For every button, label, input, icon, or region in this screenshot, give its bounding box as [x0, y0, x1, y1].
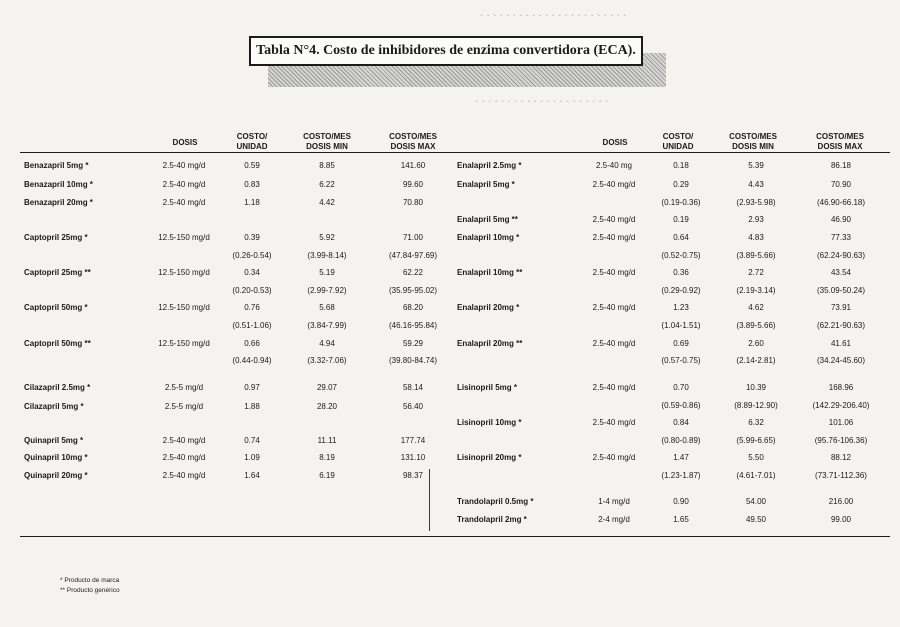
- cost-unit-cell: (0.57-0.75): [661, 356, 701, 365]
- cost-min-cell: 11.11: [317, 436, 337, 445]
- bottom-rule: [20, 536, 890, 537]
- drug-name: Quinapril 20mg *: [24, 471, 88, 480]
- cost-unit-cell: 0.83: [244, 180, 260, 189]
- drug-name: Quinapril 5mg *: [24, 436, 84, 445]
- cost-min-cell: 6.32: [748, 418, 764, 427]
- cost-unit-cell: 1.64: [244, 471, 260, 480]
- drug-name: Enalapril 20mg *: [457, 303, 520, 312]
- cost-max-cell: 141.60: [400, 161, 426, 170]
- drug-name: Trandolapril 2mg *: [457, 515, 527, 524]
- cost-unit-cell: 0.36: [673, 268, 689, 277]
- drug-name: Enalapril 10mg **: [457, 268, 523, 277]
- cost-min-cell: (3.89-5.66): [736, 321, 776, 330]
- cost-unit-cell: 0.34: [244, 268, 260, 277]
- cost-max-cell: (142.29-206.40): [812, 401, 870, 410]
- header-costo-unidad-left: COSTO/ UNIDAD: [236, 132, 268, 151]
- cost-min-cell: (2.19-3.14): [736, 286, 776, 295]
- cost-min-cell: (2.93-5.98): [736, 198, 776, 207]
- cost-unit-cell: (0.19-0.36): [661, 198, 701, 207]
- dose-cell: 12.5-150 mg/d: [158, 303, 210, 312]
- cost-max-cell: 131.10: [400, 453, 426, 462]
- drug-name: Enalapril 5mg **: [457, 215, 518, 224]
- cost-max-cell: 68.20: [402, 303, 424, 312]
- cost-unit-cell: (0.51-1.06): [232, 321, 272, 330]
- drug-name: Trandolapril 0.5mg *: [457, 497, 534, 506]
- drug-name: Enalapril 5mg *: [457, 180, 515, 189]
- cost-max-cell: (95.76-106.36): [814, 436, 868, 445]
- cost-max-cell: 99.60: [402, 180, 424, 189]
- cost-unit-cell: 0.29: [673, 180, 689, 189]
- bleed-through-text: . . . . . . . . . . . . . . . . . . . . .: [475, 90, 609, 105]
- cost-min-cell: 28.20: [316, 402, 338, 411]
- drug-name: Enalapril 10mg *: [457, 233, 520, 242]
- cost-min-cell: 2.93: [748, 215, 764, 224]
- dose-cell: 2.5-40 mg/d: [592, 303, 636, 312]
- cost-max-cell: 86.18: [830, 161, 852, 170]
- footnote-brand: * Producto de marca: [60, 577, 120, 584]
- drug-name: Captopril 50mg **: [24, 339, 91, 348]
- drug-name: Benazapril 20mg *: [24, 198, 93, 207]
- cost-max-cell: 77.33: [830, 233, 852, 242]
- header-costo-max-right: COSTO/MES DOSIS MAX: [816, 132, 864, 151]
- dose-cell: 2.5-5 mg/d: [164, 402, 204, 411]
- drug-name: Benazapril 5mg *: [24, 161, 89, 170]
- dose-cell: 12.5-150 mg/d: [158, 339, 210, 348]
- cost-unit-cell: (0.20-0.53): [232, 286, 272, 295]
- cost-min-cell: (4.61-7.01): [736, 471, 776, 480]
- dose-cell: 2.5-40 mg/d: [592, 268, 636, 277]
- drug-name: Lisinopril 20mg *: [457, 453, 522, 462]
- drug-name: Lisinopril 10mg *: [457, 418, 522, 427]
- cost-unit-cell: 0.69: [673, 339, 689, 348]
- dose-cell: 2.5-40 mg/d: [592, 180, 636, 189]
- cost-min-cell: 4.62: [748, 303, 764, 312]
- cost-max-cell: (35.09-50.24): [816, 286, 866, 295]
- cost-min-cell: (3.32-7.06): [307, 356, 347, 365]
- cost-min-cell: 4.42: [319, 198, 335, 207]
- cost-unit-cell: (0.80-0.89): [661, 436, 701, 445]
- cost-max-cell: (34.24-45.60): [816, 356, 866, 365]
- table-title: Tabla N°4. Costo de inhibidores de enzima convertidora (ECA).: [249, 36, 643, 66]
- cost-unit-cell: (0.26-0.54): [232, 251, 272, 260]
- cost-min-cell: 6.22: [319, 180, 335, 189]
- dose-cell: 2.5-40 mg: [595, 161, 633, 170]
- cost-min-cell: 54.00: [745, 497, 767, 506]
- header-dosis-right: DOSIS: [602, 138, 628, 147]
- cost-min-cell: 4.94: [319, 339, 335, 348]
- cost-min-cell: 10.39: [745, 383, 767, 392]
- cost-unit-cell: 0.59: [244, 161, 260, 170]
- dose-cell: 12.5-150 mg/d: [158, 268, 210, 277]
- header-costo-min-left: COSTO/MES DOSIS MIN: [303, 132, 351, 151]
- drug-name: Captopril 25mg **: [24, 268, 91, 277]
- cost-unit-cell: 0.19: [673, 215, 689, 224]
- dose-cell: 2.5-40 mg/d: [162, 436, 206, 445]
- drug-name: Benazapril 10mg *: [24, 180, 93, 189]
- dose-cell: 2.5-40 mg/d: [592, 233, 636, 242]
- cost-min-cell: 8.19: [319, 453, 335, 462]
- cost-unit-cell: 1.09: [244, 453, 260, 462]
- cost-max-cell: 88.12: [830, 453, 852, 462]
- cost-unit-cell: 0.39: [244, 233, 260, 242]
- cost-max-cell: 56.40: [402, 402, 424, 411]
- cost-max-cell: 98.37: [402, 471, 424, 480]
- cost-unit-cell: 0.97: [244, 383, 260, 392]
- cost-min-cell: (3.99-8.14): [307, 251, 347, 260]
- drug-name: Enalapril 2.5mg *: [457, 161, 522, 170]
- bleed-through-text: . . . . . . . . . . . . . . . . . . . . . . .: [480, 4, 627, 19]
- cost-max-cell: 41.61: [830, 339, 852, 348]
- cost-unit-cell: 0.66: [244, 339, 260, 348]
- drug-name: Quinapril 10mg *: [24, 453, 88, 462]
- cost-unit-cell: 0.84: [673, 418, 689, 427]
- dose-cell: 2.5-40 mg/d: [592, 339, 636, 348]
- cost-min-cell: 5.50: [748, 453, 764, 462]
- cost-max-cell: 70.90: [830, 180, 852, 189]
- header-costo-max-left: COSTO/MES DOSIS MAX: [389, 132, 437, 151]
- dose-cell: 2.5-40 mg/d: [592, 383, 636, 392]
- cost-min-cell: 5.19: [319, 268, 335, 277]
- dose-cell: 2.5-40 mg/d: [592, 453, 636, 462]
- footnote-generic: ** Producto genérico: [60, 587, 120, 594]
- cost-unit-cell: 1.23: [673, 303, 689, 312]
- cost-unit-cell: 1.18: [244, 198, 260, 207]
- cost-unit-cell: 0.70: [673, 383, 689, 392]
- cost-min-cell: 2.60: [748, 339, 764, 348]
- cost-max-cell: 168.96: [828, 383, 854, 392]
- cost-max-cell: 58.14: [402, 383, 424, 392]
- cost-min-cell: 4.43: [748, 180, 764, 189]
- cost-min-cell: (3.84-7.99): [307, 321, 347, 330]
- cost-min-cell: 5.92: [319, 233, 335, 242]
- cost-max-cell: (62.21-90.63): [816, 321, 866, 330]
- dose-cell: 12.5-150 mg/d: [158, 233, 210, 242]
- drug-name: Cilazapril 2.5mg *: [24, 383, 91, 392]
- drug-name: Captopril 50mg *: [24, 303, 88, 312]
- cost-unit-cell: 1.88: [244, 402, 260, 411]
- cost-min-cell: 5.39: [748, 161, 764, 170]
- cost-unit-cell: (1.04-1.51): [661, 321, 701, 330]
- cost-min-cell: (8.89-12.90): [734, 401, 778, 410]
- cost-max-cell: (35.95-95.02): [388, 286, 438, 295]
- cost-unit-cell: (0.29-0.92): [661, 286, 701, 295]
- cost-min-cell: (2.99-7.92): [307, 286, 347, 295]
- cost-max-cell: (46.90-66.18): [816, 198, 866, 207]
- cost-unit-cell: 0.18: [673, 161, 689, 170]
- cost-max-cell: (46.16-95.84): [388, 321, 438, 330]
- header-costo-unidad-right: COSTO/ UNIDAD: [662, 132, 694, 151]
- dose-cell: 2.5-40 mg/d: [592, 215, 636, 224]
- cost-unit-cell: 1.47: [673, 453, 689, 462]
- cost-min-cell: 5.68: [319, 303, 335, 312]
- cost-max-cell: (39.80-84.74): [388, 356, 438, 365]
- dose-cell: 1-4 mg/d: [598, 497, 630, 506]
- cost-max-cell: (62.24-90.63): [816, 251, 866, 260]
- cost-min-cell: 8.85: [319, 161, 335, 170]
- cost-unit-cell: (0.44-0.94): [232, 356, 272, 365]
- dose-cell: 2.5-40 mg/d: [592, 418, 636, 427]
- cost-min-cell: (5.99-6.65): [736, 436, 776, 445]
- cost-unit-cell: 0.76: [244, 303, 260, 312]
- cost-max-cell: 46.90: [830, 215, 852, 224]
- cost-max-cell: 216.00: [828, 497, 854, 506]
- header-dosis-left: DOSIS: [172, 138, 198, 147]
- cost-unit-cell: 0.74: [244, 436, 260, 445]
- cost-max-cell: 71.00: [402, 233, 424, 242]
- header-costo-min-right: COSTO/MES DOSIS MIN: [729, 132, 777, 151]
- cost-max-cell: 59.29: [402, 339, 424, 348]
- cost-max-cell: 177.74: [400, 436, 426, 445]
- drug-name: Enalapril 20mg **: [457, 339, 523, 348]
- dose-cell: 2-4 mg/d: [598, 515, 630, 524]
- cost-max-cell: 99.00: [830, 515, 852, 524]
- drug-name: Cilazapril 5mg *: [24, 402, 84, 411]
- cost-min-cell: 4.83: [748, 233, 764, 242]
- cost-max-cell: 70.80: [402, 198, 424, 207]
- cost-max-cell: 73.91: [830, 303, 852, 312]
- cost-unit-cell: (0.52-0.75): [661, 251, 701, 260]
- cost-max-cell: 62.22: [402, 268, 424, 277]
- dose-cell: 2.5-40 mg/d: [162, 453, 206, 462]
- cost-max-cell: (73.71-112.36): [815, 471, 867, 480]
- header-rule: [20, 152, 890, 153]
- trandolapril-rule: [429, 469, 430, 531]
- cost-unit-cell: 1.65: [673, 515, 689, 524]
- cost-unit-cell: 0.90: [673, 497, 689, 506]
- cost-unit-cell: 0.64: [673, 233, 689, 242]
- dose-cell: 2.5-40 mg/d: [162, 161, 206, 170]
- cost-unit-cell: (0.59-0.86): [661, 401, 701, 410]
- cost-min-cell: (3.89-5.66): [736, 251, 776, 260]
- dose-cell: 2.5-40 mg/d: [162, 198, 206, 207]
- cost-max-cell: (47.84-97.69): [388, 251, 438, 260]
- cost-max-cell: 43.54: [830, 268, 852, 277]
- cost-min-cell: 29.07: [316, 383, 338, 392]
- cost-min-cell: (2.14-2.81): [736, 356, 776, 365]
- cost-min-cell: 2.72: [748, 268, 764, 277]
- drug-name: Lisinopril 5mg *: [457, 383, 518, 392]
- cost-min-cell: 49.50: [745, 515, 767, 524]
- dose-cell: 2.5-5 mg/d: [164, 383, 204, 392]
- cost-min-cell: 6.19: [319, 471, 335, 480]
- cost-max-cell: 101.06: [828, 418, 854, 427]
- cost-unit-cell: (1.23-1.87): [661, 471, 701, 480]
- drug-name: Captopril 25mg *: [24, 233, 88, 242]
- dose-cell: 2.5-40 mg/d: [162, 471, 206, 480]
- dose-cell: 2.5-40 mg/d: [162, 180, 206, 189]
